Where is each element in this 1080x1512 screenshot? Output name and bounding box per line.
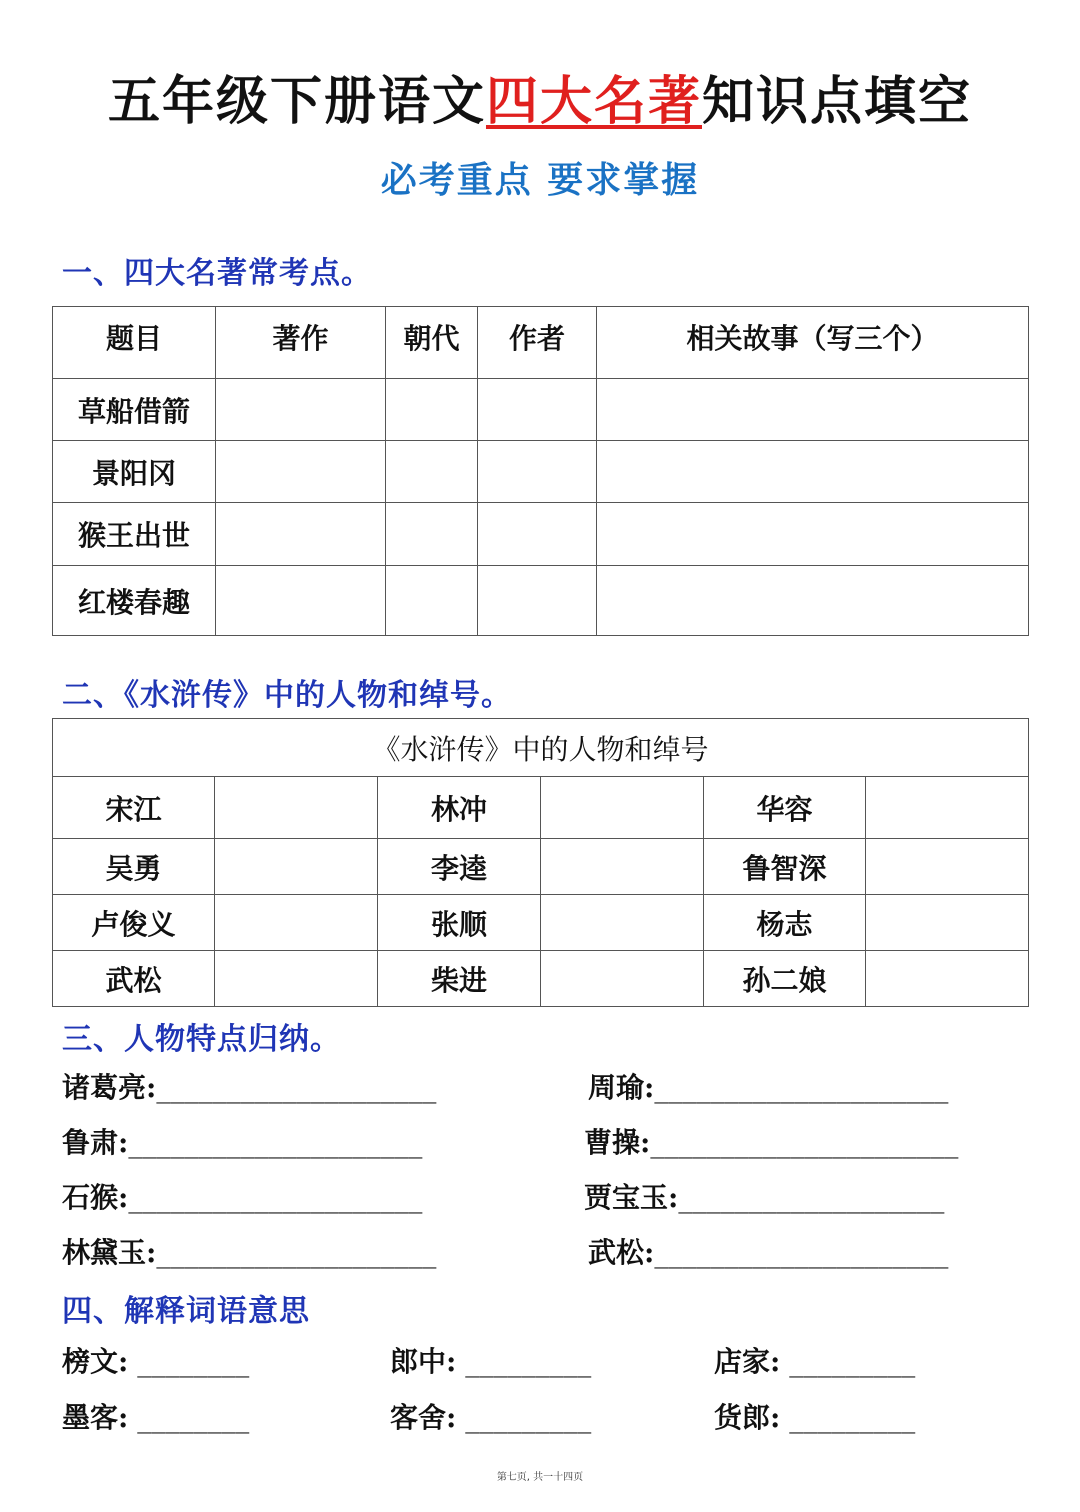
answer-blank[interactable]: _____________________: [654, 1236, 949, 1269]
trait-item: [62, 1231, 436, 1271]
trait-item: [584, 1176, 944, 1216]
blank-cell[interactable]: [597, 441, 1029, 503]
header-work: 著作: [216, 307, 386, 379]
word-label: 客舍:: [390, 1401, 457, 1434]
character-name: 杨志: [704, 895, 866, 951]
blank-cell[interactable]: [866, 777, 1029, 839]
title-highlight: 四大名著: [485, 72, 702, 132]
blank-cell[interactable]: [216, 379, 386, 441]
character-name: 张顺: [378, 895, 541, 951]
row-title: 猴王出世: [53, 503, 216, 566]
blank-cell[interactable]: [597, 566, 1029, 636]
character-name: 鲁智深: [704, 839, 866, 895]
character-name: 卢俊义: [53, 895, 215, 951]
answer-blank[interactable]: _________: [456, 1345, 592, 1378]
trait-item: [62, 1176, 422, 1216]
trait-label: 贾宝玉:: [584, 1181, 679, 1214]
blank-cell[interactable]: [597, 379, 1029, 441]
trait-item: [62, 1121, 422, 1161]
row-title: 景阳冈: [53, 441, 216, 503]
row-title: 红楼春趣: [53, 566, 216, 636]
table-row: [53, 951, 1029, 1007]
answer-blank[interactable]: ______________________: [650, 1126, 959, 1159]
table-row: [53, 566, 1029, 636]
answer-blank[interactable]: _____________________: [128, 1126, 423, 1159]
word-item: [714, 1340, 915, 1380]
word-item: [390, 1340, 591, 1380]
blank-cell[interactable]: [597, 503, 1029, 566]
blank-cell[interactable]: [866, 895, 1029, 951]
section1-heading: 一、四大名著常考点。: [62, 256, 372, 291]
famous-works-table: [52, 306, 1029, 636]
blank-cell[interactable]: [866, 839, 1029, 895]
character-name: 李逵: [378, 839, 541, 895]
word-label: 榜文:: [62, 1345, 129, 1378]
table-caption: 《水浒传》中的人物和绰号: [53, 719, 1029, 777]
nickname-table: [52, 718, 1029, 1007]
table-header-row: [53, 307, 1029, 379]
table-row: [53, 839, 1029, 895]
table-row: [53, 441, 1029, 503]
blank-cell[interactable]: [478, 503, 597, 566]
blank-cell[interactable]: [386, 441, 478, 503]
answer-blank[interactable]: _____________________: [128, 1181, 423, 1214]
table-row: [53, 379, 1029, 441]
table-row: [53, 777, 1029, 839]
table-caption-row: [53, 719, 1029, 777]
blank-cell[interactable]: [478, 379, 597, 441]
header-stories: 相关故事（写三个）: [597, 307, 1029, 379]
answer-blank[interactable]: _________: [780, 1401, 916, 1434]
title-prefix: 五年级下册语文: [107, 72, 486, 132]
word-label: 店家:: [714, 1345, 781, 1378]
trait-label: 周瑜:: [588, 1071, 655, 1104]
character-name: 华容: [704, 777, 866, 839]
word-item: [62, 1396, 249, 1436]
table-row: [53, 503, 1029, 566]
blank-cell[interactable]: [215, 777, 378, 839]
blank-cell[interactable]: [215, 951, 378, 1007]
header-author: 作者: [478, 307, 597, 379]
trait-item: [584, 1121, 958, 1161]
blank-cell[interactable]: [541, 951, 704, 1007]
section4-heading: 四、解释词语意思: [62, 1294, 310, 1329]
row-title: 草船借箭: [53, 379, 216, 441]
word-item: [62, 1340, 249, 1380]
answer-blank[interactable]: _________: [780, 1345, 916, 1378]
blank-cell[interactable]: [541, 839, 704, 895]
trait-label: 武松:: [588, 1236, 655, 1269]
blank-cell[interactable]: [215, 895, 378, 951]
answer-blank[interactable]: ________: [128, 1401, 250, 1434]
answer-blank[interactable]: ____________________: [156, 1236, 437, 1269]
blank-cell[interactable]: [866, 951, 1029, 1007]
character-name: 林冲: [378, 777, 541, 839]
header-dynasty: 朝代: [386, 307, 478, 379]
page-footer: 第七页, 共一十四页: [496, 1472, 584, 1483]
title-suffix: 知识点填空: [702, 72, 973, 132]
blank-cell[interactable]: [216, 566, 386, 636]
trait-label: 曹操:: [584, 1126, 651, 1159]
trait-label: 林黛玉:: [62, 1236, 157, 1269]
blank-cell[interactable]: [541, 777, 704, 839]
trait-item: [588, 1231, 948, 1271]
section2-heading: 二、《水浒传》中的人物和绰号。: [62, 678, 512, 713]
character-name: 柴进: [378, 951, 541, 1007]
header-title: 题目: [53, 307, 216, 379]
blank-cell[interactable]: [386, 566, 478, 636]
word-label: 货郎:: [714, 1401, 781, 1434]
word-item: [714, 1396, 915, 1436]
blank-cell[interactable]: [386, 379, 478, 441]
answer-blank[interactable]: _____________________: [654, 1071, 949, 1104]
section3-heading: 三、人物特点归纳。: [62, 1022, 341, 1057]
word-item: [390, 1396, 591, 1436]
trait-item: [588, 1066, 948, 1106]
blank-cell[interactable]: [386, 503, 478, 566]
answer-blank[interactable]: ____________________: [156, 1071, 437, 1104]
character-name: 吴勇: [53, 839, 215, 895]
trait-item: [62, 1066, 436, 1106]
character-name: 宋江: [53, 777, 215, 839]
character-name: 武松: [53, 951, 215, 1007]
blank-cell[interactable]: [215, 839, 378, 895]
answer-blank[interactable]: ________: [128, 1345, 250, 1378]
blank-cell[interactable]: [216, 441, 386, 503]
blank-cell[interactable]: [216, 503, 386, 566]
trait-label: 鲁肃:: [62, 1126, 129, 1159]
answer-blank[interactable]: ___________________: [678, 1181, 945, 1214]
blank-cell[interactable]: [541, 895, 704, 951]
blank-cell[interactable]: [478, 566, 597, 636]
character-name: 孙二娘: [704, 951, 866, 1007]
blank-cell[interactable]: [478, 441, 597, 503]
page-subtitle: 必考重点 要求掌握: [380, 160, 700, 201]
table-row: [53, 895, 1029, 951]
answer-blank[interactable]: _________: [456, 1401, 592, 1434]
word-label: 墨客:: [62, 1401, 129, 1434]
trait-label: 诸葛亮:: [62, 1071, 157, 1104]
trait-label: 石猴:: [62, 1181, 129, 1214]
page-title: [0, 66, 1080, 138]
word-label: 郎中:: [390, 1345, 457, 1378]
